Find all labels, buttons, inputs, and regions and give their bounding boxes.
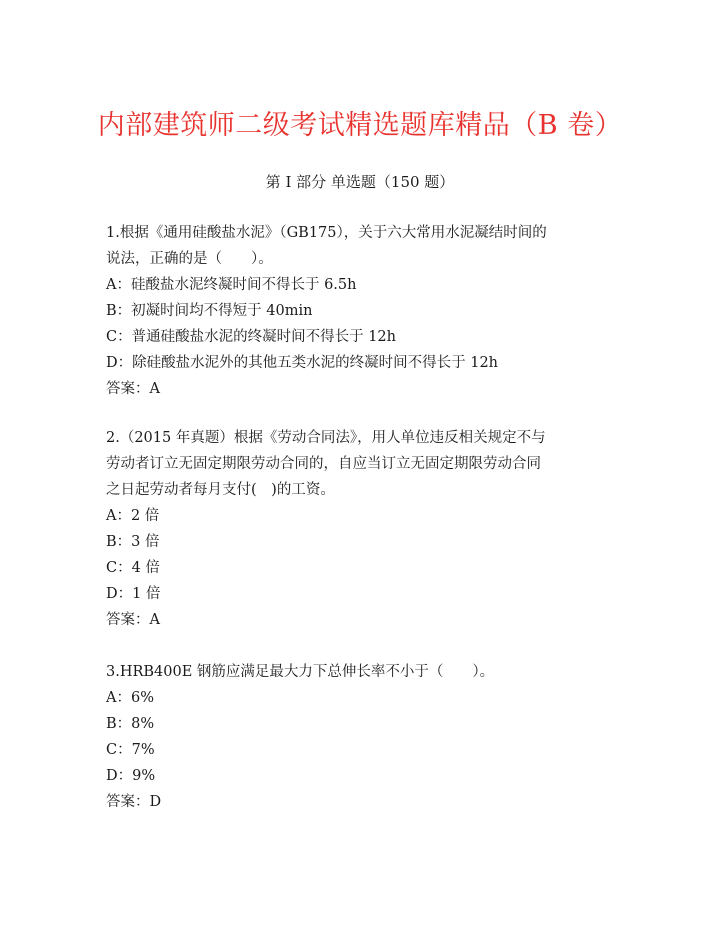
option-c: C：普通硅酸盐水泥的终凝时间不得长于 12h (106, 329, 396, 345)
question-1 (106, 220, 626, 402)
option-c: C：4 倍 (106, 560, 160, 576)
question-stem-line: 说法，正确的是（ ）。 (106, 251, 273, 267)
answer-line: 答案：A (106, 612, 160, 628)
option-d: D：1 倍 (106, 586, 161, 602)
option-d: D：9% (106, 768, 156, 784)
answer-line: 答案：A (106, 381, 160, 397)
question-stem (106, 659, 626, 685)
option-b: B：3 倍 (106, 534, 160, 550)
question-stem-line: 3.HRB400E 钢筋应满足最大力下总伸长率不小于（ ）。 (106, 664, 495, 680)
document-title: 内部建筑师二级考试精选题库精品（B 卷） (97, 110, 623, 141)
answer-line: 答案：D (106, 794, 162, 810)
option-d: D：除硅酸盐水泥外的其他五类水泥的终凝时间不得长于 12h (106, 355, 499, 371)
option-b: B：初凝时间均不得短于 40min (106, 303, 313, 319)
option-a: A：硅酸盐水泥终凝时间不得长于 6.5h (106, 277, 357, 293)
section-title: 第 I 部分 单选题（150 题） (265, 173, 455, 191)
question-stem (106, 425, 626, 503)
option-b: B：8% (106, 716, 155, 732)
option-a: A：6% (106, 690, 154, 706)
question-stem (106, 220, 626, 272)
option-c: C：7% (106, 742, 155, 758)
question-3 (106, 659, 626, 815)
question-stem-line: 之日起劳动者每月支付( )的工资。 (106, 482, 335, 498)
question-stem-line: 1.根据《通用硅酸盐水泥》（GB175），关于六大常用水泥凝结时间的 (106, 225, 547, 241)
option-a: A：2 倍 (106, 508, 160, 524)
question-2 (106, 425, 626, 633)
question-stem-line: 2.（2015 年真题）根据《劳动合同法》，用人单位违反相关规定不与 (106, 430, 546, 446)
question-stem-line: 劳动者订立无固定期限劳动合同的，自应当订立无固定期限劳动合同 (106, 456, 541, 472)
